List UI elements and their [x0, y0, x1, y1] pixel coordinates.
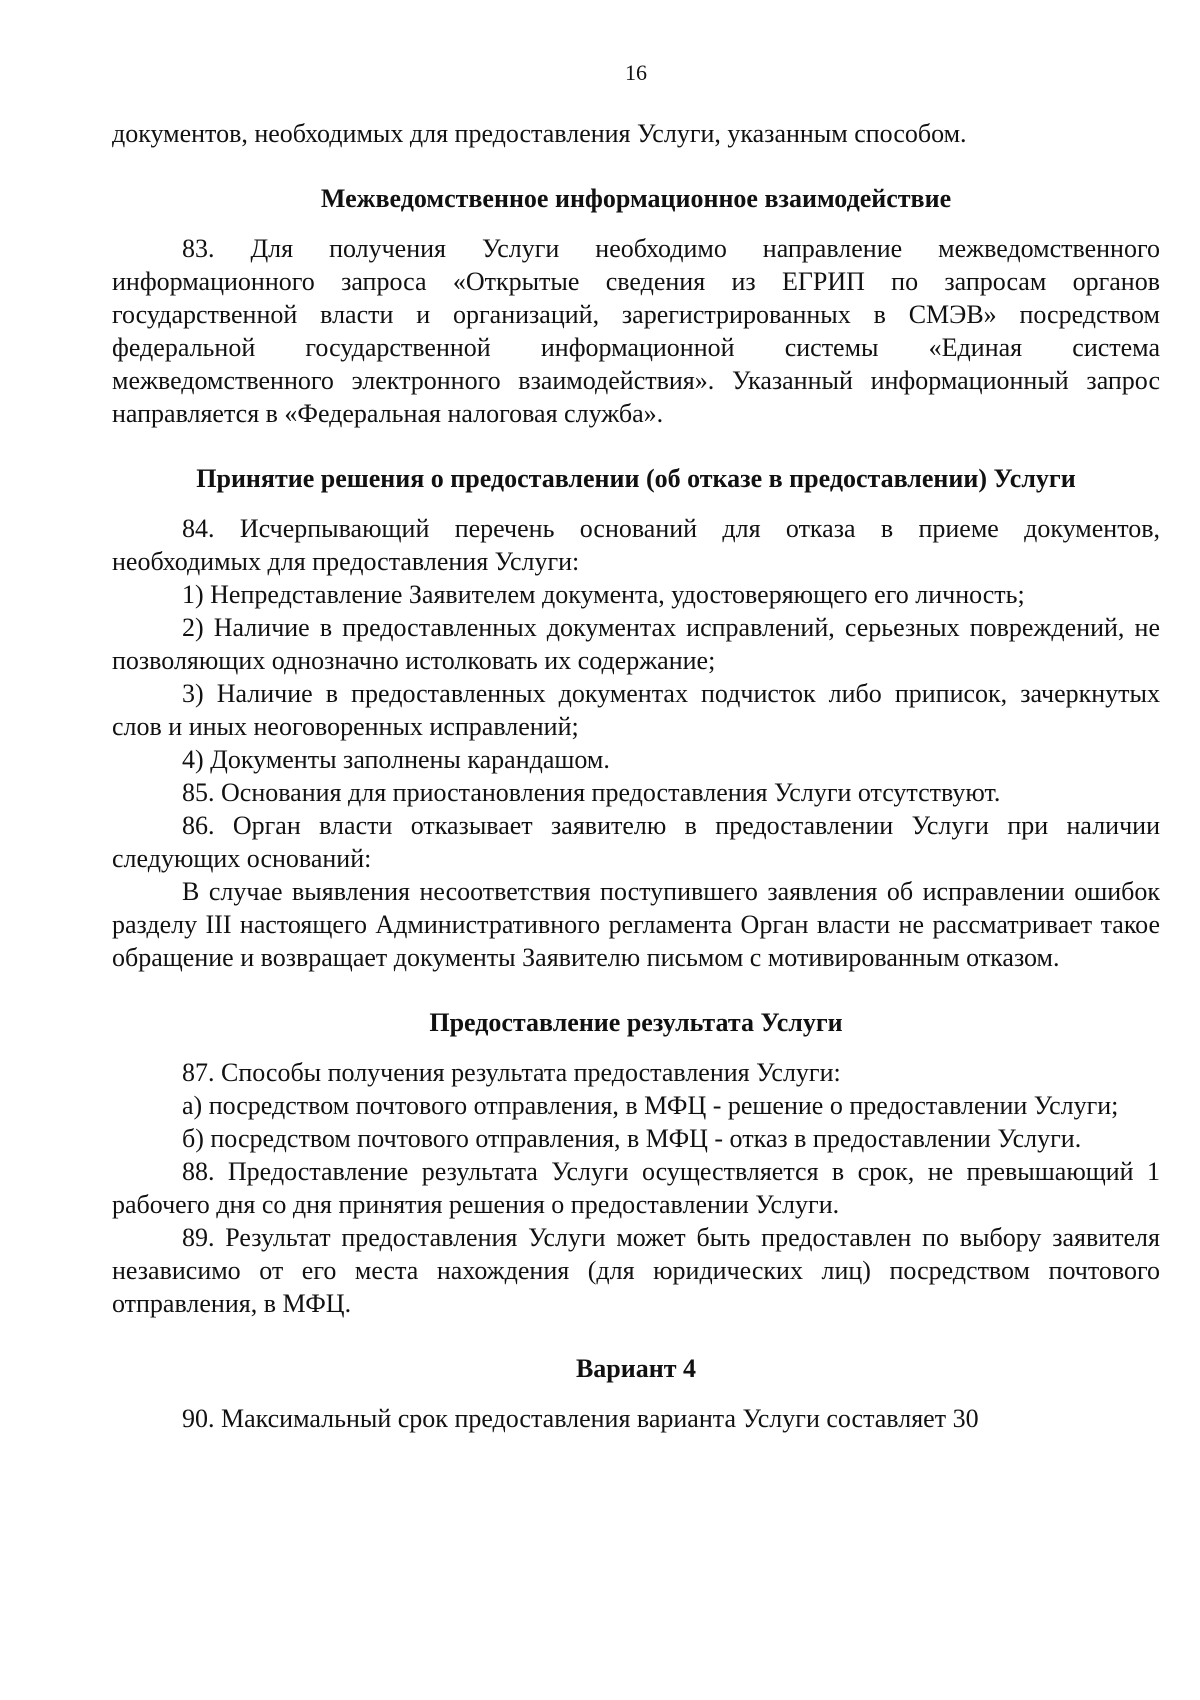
heading-decision: Принятие решения о предоставлении (об отказе в предоставлении) Услуги	[196, 464, 1076, 493]
intro-paragraph: документов, необходимых для предоставления Услуги, указанным способом.	[112, 119, 967, 148]
paragraph-89: 89. Результат предоставления Услуги может быть предоставлен по выбору заявителя независимо от его места нахождения (для юридических лиц) посредством почтового отправления, в МФЦ.	[112, 1223, 1160, 1318]
spacer	[112, 430, 1160, 462]
heading-result: Предоставление результата Услуги	[429, 1008, 843, 1037]
paragraph-88: 88. Предоставление результата Услуги осуществляется в срок, не превышающий 1 рабочего дня со дня принятия решения о предоставлении Услуги.	[112, 1157, 1160, 1219]
spacer	[112, 974, 1160, 1006]
paragraph-84: 84. Исчерпывающий перечень оснований для отказа в приеме документов, необходимых для предоставления Услуги:	[112, 514, 1160, 576]
heading-interagency: Межведомственное информационное взаимодействие	[320, 184, 952, 213]
paragraph-86: 86. Орган власти отказывает заявителю в предоставлении Услуги при наличии следующих оснований:	[112, 811, 1160, 873]
spacer	[112, 1039, 1160, 1056]
spacer	[112, 150, 1160, 182]
spacer	[112, 1320, 1160, 1352]
document-body	[112, 117, 1160, 1435]
list-item-2: 2) Наличие в предоставленных документах исправлений, серьезных повреждений, не позволяющих однозначно истолковать их содержание;	[112, 613, 1160, 675]
list-item-3: 3) Наличие в предоставленных документах подчисток либо приписок, зачеркнутых слов и иных неоговоренных исправлений;	[112, 679, 1160, 741]
list-item-1: 1) Непредставление Заявителем документа, удостоверяющего его личность;	[182, 580, 1025, 609]
heading-variant-4: Вариант 4	[575, 1354, 697, 1383]
list-item-b: б) посредством почтового отправления, в МФЦ - отказ в предоставлении Услуги.	[182, 1124, 1082, 1153]
list-item-a: а) посредством почтового отправления, в МФЦ - решение о предоставлении Услуги;	[182, 1091, 1119, 1120]
page-number: 16	[625, 60, 647, 85]
spacer	[112, 495, 1160, 512]
spacer	[112, 215, 1160, 232]
list-item-4: 4) Документы заполнены карандашом.	[182, 745, 610, 774]
spacer	[112, 1385, 1160, 1402]
paragraph-87: 87. Способы получения результата предоставления Услуги:	[182, 1058, 841, 1087]
paragraph-90: 90. Максимальный срок предоставления варианта Услуги составляет 30	[182, 1404, 979, 1433]
paragraph-83: 83. Для получения Услуги необходимо направление межведомственного информационного запроса «Открытые сведения из ЕГРИП по запросам органов государственной власти и организаций, зарегистрированных в СМЭВ» посредством федеральной государственной информационной системы «Единая система межведомственного электронного взаимодействия». Указанный информационный запрос направляется в «Федеральная налоговая служба».	[112, 234, 1160, 428]
paragraph-86-detail: В случае выявления несоответствия поступившего заявления об исправлении ошибок разделу III настоящего Административного регламента Орган власти не рассматривает такое обращение и возвращает документы Заявителю письмом с мотивированным отказом.	[112, 877, 1160, 972]
paragraph-85: 85. Основания для приостановления предоставления Услуги отсутствуют.	[182, 778, 1001, 807]
